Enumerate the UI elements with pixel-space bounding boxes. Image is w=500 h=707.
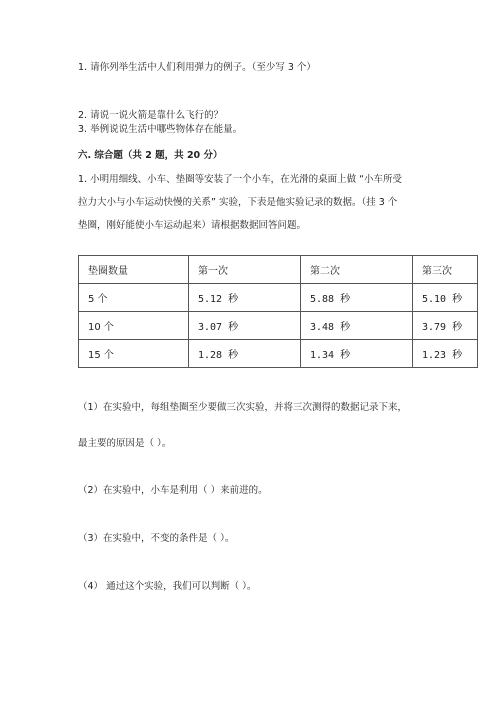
table-cell: 10 个 — [79, 312, 189, 340]
table-cell: 5.12 秒 — [189, 284, 301, 312]
table-row — [79, 312, 478, 340]
table-cell: 1.34 秒 — [301, 340, 413, 368]
table-cell: 1.23 秒 — [413, 340, 478, 368]
table-header-row — [79, 256, 478, 284]
table-cell: 3.48 秒 — [301, 312, 413, 340]
intro-line-2: 拉力大小与小车运动快慢的关系” 实验，下表是他实验记录的数据。（挂 3 个 — [78, 197, 398, 208]
intro-line-1: 1. 小明用细线、小车、垫圈等安装了一个小车，在光滑的桌面上做 “小车所受 — [78, 174, 403, 185]
table-cell: 1.28 秒 — [189, 340, 301, 368]
table-row — [79, 284, 478, 312]
table-cell: 15 个 — [79, 340, 189, 368]
sub-question-1-line-1: （1）在实验中，每组垫圈至少要做三次实验，并将三次测得的数据记录下来， — [78, 402, 408, 413]
table-cell: 3.07 秒 — [189, 312, 301, 340]
intro-line-3: 垫圈，刚好能使小车运动起来）请根据数据回答问题。 — [78, 220, 307, 231]
question-1: 1. 请你列举生活中人们利用弹力的例子。（至少写 3 个） — [78, 62, 316, 73]
header-cell: 第一次 — [189, 256, 301, 284]
section-title: 六. 综合题（共 2 题，共 20 分） — [78, 150, 223, 161]
table-cell: 3.79 秒 — [413, 312, 478, 340]
table-row — [79, 340, 478, 368]
sub-question-1-line-2: 最主要的原因是（ ）。 — [78, 438, 172, 449]
data-table — [78, 255, 478, 368]
table-cell: 5 个 — [79, 284, 189, 312]
sub-question-2: （2）在实验中，小车是利用（ ）来前进的。 — [78, 485, 268, 496]
table-cell: 5.10 秒 — [413, 284, 478, 312]
header-cell: 第二次 — [301, 256, 413, 284]
header-cell: 第三次 — [413, 256, 478, 284]
question-2: 2. 请说一说火箭是靠什么飞行的？ — [78, 110, 224, 121]
sub-question-4: （4） 通过这个实验，我们可以判断（ ）。 — [78, 581, 257, 592]
question-3: 3. 举例说说生活中哪些物体存在能量。 — [78, 124, 243, 135]
table-cell: 5.88 秒 — [301, 284, 413, 312]
header-cell: 垫圈数量 — [79, 256, 189, 284]
sub-question-3: （3）在实验中，不变的条件是（ ）。 — [78, 533, 235, 544]
